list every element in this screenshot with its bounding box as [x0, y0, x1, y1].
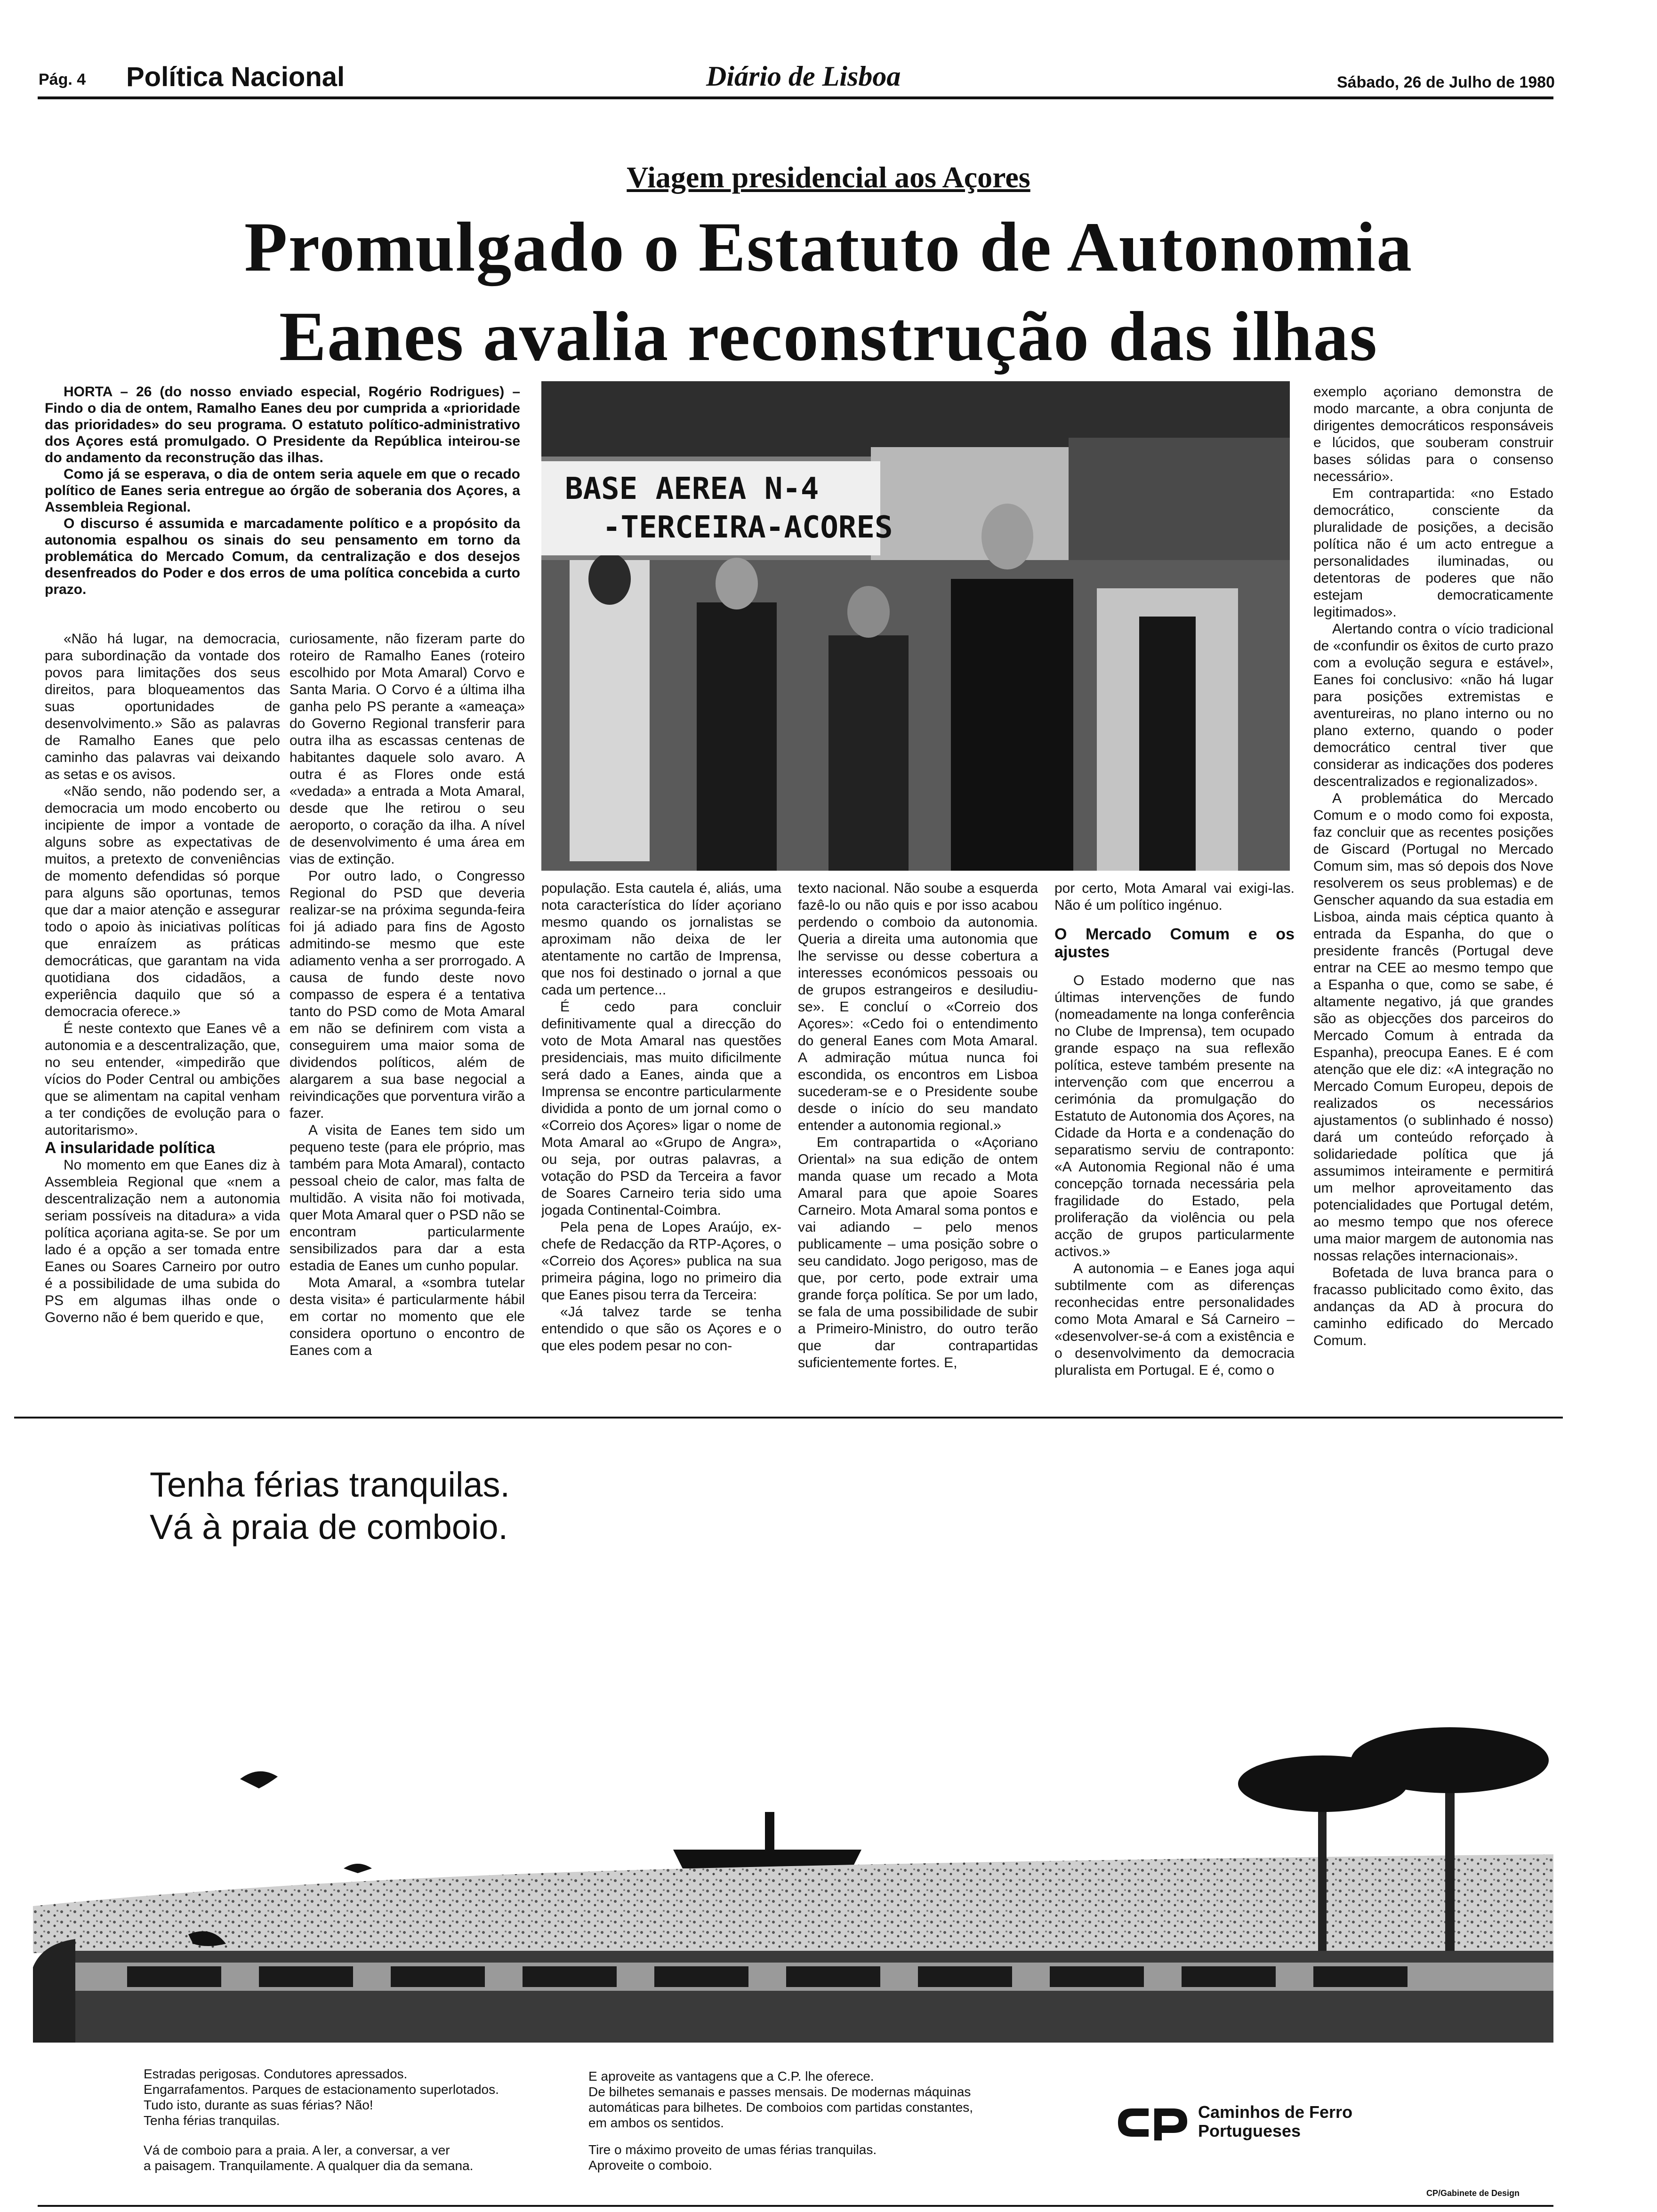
- ad-copy-line: Vá de comboio para a praia. A ler, a conversar, a ver: [144, 2143, 450, 2157]
- body-paragraph: Por outro lado, o Congresso Regional do PSD que deveria realizar-se na próxima segunda-feira foi já adiado para fins de Agosto admitindo-se mesmo que este adiamento venha a ser prorrogado. A causa de fundo deste novo compasso de espera é a tentativa tanto do PSD como de Mota Amaral em não se definirem com vista a conseguirem uma maior soma de dividendos políticos, além de alargarem a sua base negocial a reivindicações que porventura virão a fazer.: [290, 868, 525, 1121]
- ad-copy-line: Engarrafamentos. Parques de estacionamento superlotados.: [144, 2082, 499, 2097]
- ad-copy-line: Tire o máximo proveito de umas férias tranquilas.: [588, 2142, 877, 2157]
- lead-paragraph: O discurso é assumida e marcadamente político e a propósito da autonomia espalhou os sinais do seu pensamento em torno da problemática do Mercado Comum, da centralização e dos desejos desenfreados do Poder e dos erros de uma política concebida a curto prazo.: [45, 516, 520, 597]
- body-paragraph: Alertando contra o vício tradicional de «confundir os êxitos de curto prazo com a evolução segura e estável», Eanes foi conclusivo: «não há lugar para posições extremistas e aventureiras, no plano interno ou no plano externo, quando o poder democrático central tiver que considerar as indicações dos poderes descentralizados e regionalizados».: [1313, 621, 1553, 789]
- ad-copy-line: a paisagem. Tranquilamente. A qualquer dia da semana.: [144, 2158, 474, 2173]
- article-column-6: [1313, 384, 1553, 1384]
- page-number: Pág. 4: [39, 71, 86, 88]
- ad-copy-line: E aproveite as vantagens que a C.P. lhe oferece.: [588, 2069, 874, 2084]
- ad-separator: [14, 1417, 1563, 1419]
- airbase-sign: [541, 461, 893, 555]
- body-paragraph: por certo, Mota Amaral vai exigi-las. Não é um político ingénuo.: [1054, 881, 1295, 913]
- article-column-1: [45, 631, 280, 1384]
- page-bottom-rule: [38, 2205, 1553, 2207]
- logo-line: Caminhos de Ferro: [1198, 2102, 1353, 2122]
- ad-copy-left: [144, 2066, 499, 2173]
- ad-copy-line: automáticas para bilhetes. De comboios com partidas constantes,: [588, 2100, 973, 2115]
- lead-paragraph: Como já se esperava, o dia de ontem seria aquele em que o recado político de Eanes seria entregue ao órgão de soberania dos Açores, a Assembleia Regional.: [45, 466, 520, 515]
- body-paragraph: Em contrapartida o «Açoriano Oriental» na sua edição de ontem manda quase um recado a Mota Amaral para que apoie Soares Carneiro. Mota Amaral soma pontos e vai adiando – pelo menos publicamente – uma posição sobre o seu candidato. Jogo perigoso, mas de que, por certo, pode extrair uma grande força política. Se por um lado, se fala de uma possibilidade de subir a Primeiro-Ministro, do outro terão que dar contrapartidas suficientemente fortes. E,: [798, 1135, 1038, 1370]
- subheading: O Mercado Comum e os ajustes: [1054, 925, 1295, 961]
- body-paragraph: O Estado moderno que nas últimas intervenções de fundo (nomeadamente na longa conferência no Clube de Imprensa), tem ocupado grande espaço na sua reflexão política, esteve também presente na intervenção com que encerrou a cerimónia da promulgação do Estatuto de Autonomia dos Açores, na Cidade da Horta e a condenação do separatismo serviu de contraponto: «A Autonomia Regional não é uma concepção tornada necessária pela fragilidade do Estado, pela proliferação da violência ou pela acção de grupos particularmente activos.»: [1054, 973, 1295, 1259]
- sign-line-1: BASE AEREA N-4: [565, 472, 819, 506]
- ad-copy-line: Tudo isto, durante as suas férias? Não!: [144, 2098, 373, 2112]
- body-paragraph: texto nacional. Não soube a esquerda fazê-lo ou não quis e por isso acabou perdendo o comboio da autonomia. Queria a direita uma autonomia que lhe servisse ou desse cobertura a interesses económicos pessoais ou de grupos estrangeiros e desiludiu-se». E concluí o «Correio dos Açores»: «Cedo foi o entendimento do general Eanes com Mota Amaral. A admiração mútua nunca foi escondida, os encontros em Lisboa sucederam-se e o Presidente soube desde o início do seu mandato entender a autonomia regional.»: [798, 881, 1038, 1133]
- headline-primary: Promulgado o Estatuto de Autonomia: [244, 208, 1413, 286]
- body-paragraph: curiosamente, não fizeram parte do roteiro de Ramalho Eanes (roteiro escolhido por Mota Amaral) Corvo e Santa Maria. O Corvo é a última ilha ganha pelo PS perante a «ameaça» do Governo Regional transferir para outra ilha as escassas centenas de habitantes daquele solo avaro. A outra é as Flores onde está «vedada» a entrada a Mota Amaral, desde que lhe retirou o seu aeroporto, o coração da ilha. A nível de desenvolvimento é uma área em vias de extinção.: [290, 631, 525, 867]
- ad-slogan-line: Tenha férias tranquilas.: [150, 1465, 510, 1504]
- article-column-5: [1054, 880, 1295, 1384]
- ad-copy-line: Tenha férias tranquilas.: [144, 2113, 280, 2128]
- cp-logo-icon: [1116, 2104, 1191, 2141]
- ad-slogan-line: Vá à praia de comboio.: [150, 1507, 508, 1547]
- body-paragraph: É cedo para concluir definitivamente qual a direcção do voto de Mota Amaral nas questões presidenciais, mas muito dificilmente será dado a Eanes, ainda que a Imprensa se encontre particularmente dividida a ponto de um jornal como o «Correio dos Açores» ligar o nome de Mota Amaral ao «Grupo de Angra», ou seja, por outras palavras, a votação do PSD da Terceira a favor de Soares Carneiro teria sido uma jogada Continental-Coimbra.: [541, 999, 781, 1218]
- cp-logo-text: [1198, 2103, 1352, 2140]
- article-kicker: Viagem presidencial aos Açores: [627, 160, 1030, 194]
- masthead-rule: [38, 96, 1553, 99]
- article-column-3: [541, 880, 781, 1384]
- ad-credit: CP/Gabinete de Design: [1426, 2188, 1520, 2198]
- sign-line-2: -TERCEIRA-ACORES: [603, 510, 893, 545]
- body-paragraph: A autonomia – e Eanes joga aqui subtilmente com as diferenças reconhecidas entre personalidades como Mota Amaral e Sá Carneiro – «desenvolver-se-á com a existência e o desenvolvimento da democracia pluralista em Portugal. E é, como o: [1054, 1261, 1295, 1378]
- issue-date: Sábado, 26 de Julho de 1980: [1337, 73, 1555, 91]
- logo-line: Portugueses: [1198, 2121, 1301, 2140]
- lead-paragraph: HORTA – 26 (do nosso enviado especial, Rogério Rodrigues) – Findo o dia de ontem, Ramalho Eanes deu por cumprida a «prioridade das prioridades» do seu programa. O estatuto político-administrativo dos Açores está promulgado. O Presidente da República inteirou-se do andamento da reconstrução das ilhas.: [45, 384, 520, 465]
- article-column-4: [798, 880, 1038, 1384]
- body-paragraph: Em contrapartida: «no Estado democrático, consciente da pluralidade de posições, a decisão política não é um acto entregue a personalidades iluminadas, ou detentoras de poderes que não estejam democraticamente legitimados».: [1313, 486, 1553, 620]
- article-lead: [45, 384, 520, 624]
- body-paragraph: A visita de Eanes tem sido um pequeno teste (para ele próprio, mas também para Mota Amaral), contacto pessoal cheio de calor, mas falta de multidão. A visita não foi motivada, quer Mota Amaral quer o PSD não se encontram particularmente sensibilizados para dar a esta estadia de Eanes um cunho popular.: [290, 1122, 525, 1274]
- body-paragraph: «Não sendo, não podendo ser, a democracia um modo encoberto ou incipiente de impor a vontade de alguns sobre as expectativas de muitos, a pretexto de conveniências de momento defendidas só porque para alguns são oportunas, temos que dar a maior atenção e assegurar todo o apoio às iniciativas políticas que enraízem as práticas democráticas, que garantam na vida quotidiana dos cidadãos, a experiência daquilo que só a democracia oferece.»: [45, 784, 280, 1019]
- article-photo: [541, 381, 1290, 871]
- body-paragraph: Bofetada de luva branca para o fracasso publicitado como êxito, das andanças da AD à procura do caminho edificado do Mercado Comum.: [1313, 1265, 1553, 1348]
- ad-copy-line: em ambos os sentidos.: [588, 2116, 724, 2130]
- body-paragraph: «Não há lugar, na democracia, para subordinação da vontade dos povos para limitações dos seus direitos, para bloqueamentos das suas oportunidades de desenvolvimento.» São as palavras de Ramalho Eanes que pelo caminho das palavras vai deixando as setas e os avisos.: [45, 631, 280, 782]
- headline-secondary: Eanes avalia reconstrução das ilhas: [279, 297, 1378, 376]
- ad-copy-line: Estradas perigosas. Condutores apressados.: [144, 2067, 408, 2081]
- newspaper-name: Diário de Lisboa: [706, 61, 901, 92]
- ad-copy-line: De bilhetes semanais e passes mensais. De modernas máquinas: [588, 2084, 971, 2099]
- article-column-2: [290, 631, 525, 1384]
- body-paragraph: É neste contexto que Eanes vê a autonomia e a descentralização, que, no seu entender, «impedirão que vícios do Poder Central ou ambições que se alimentam na capital venham a ter condições de evolução para o autoritarismo».: [45, 1021, 280, 1138]
- body-paragraph: «Já talvez tarde se tenha entendido o que são os Açores e o que eles podem pesar no con-: [541, 1304, 781, 1354]
- section-title: Política Nacional: [126, 62, 345, 92]
- ad-copy-line: Aproveite o comboio.: [588, 2158, 713, 2172]
- body-paragraph: A problemática do Mercado Comum e o modo como foi exposta, faz concluir que as recentes posições de Giscard (Portugal no Mercado Comum sim, mas só depois dos Nove resolverem os seus problemas) e de Genscher aquando da sua estadia em Lisboa, ainda mais céptica quanto à entrada da Espanha, do que o presidente francês (Portugal deve entrar na CEE ao mesmo tempo que a Espanha o que, como se sabe, é altamente negativo, já que grandes são as objecções dos parceiros do Mercado Comum à entrada da Espanha), preocupa Eanes. E é com atenção que ele diz: «A integração no Mercado Comum Europeu, depois de realizados os necessários ajustamentos (o sublinhado é nosso) dará um conteúdo reforçado à solidariedade política que já assumimos inteiramente e permitirá um melhor aproveitamento das potencialidades que Portugal detém, ao mesmo tempo que nos oferece uma maior margem de autonomia nas nossas relações internacionais».: [1313, 791, 1553, 1264]
- subheading: A insularidade política: [45, 1139, 215, 1157]
- body-paragraph: exemplo açoriano demonstra de modo marcante, a obra conjunta de dirigentes democráticos responsáveis e lúcidos, que souberam construir bases sólidas para o consenso necessário».: [1313, 384, 1553, 484]
- cp-logo-mark: [1116, 2104, 1191, 2141]
- body-paragraph: população. Esta cautela é, aliás, uma nota característica do líder açoriano mesmo quando os jornalistas se aproximam não deixa de ler atentamente no cartão de Imprensa, que nos foi destinado o jornal a que cada um pertence...: [541, 881, 781, 998]
- body-paragraph: No momento em que Eanes diz à Assembleia Regional que «nem a descentralização nem a autonomia seriam possíveis na ditadura» a vida política açoriana agita-se. Se por um lado é a opção a ser tomada entre Eanes ou Soares Carneiro por outro é a possibilidade de uma subida do PS em algumas ilhas onde o Governo não é bem querido e que,: [45, 1157, 280, 1325]
- ad-photo: [33, 1567, 1553, 2043]
- body-paragraph: Pela pena de Lopes Araújo, ex-chefe de Redacção da RTP-Açores, o «Correio dos Açores» publica na sua primeira página, logo no primeiro dia que Eanes pisou terra da Terceira:: [541, 1219, 781, 1303]
- ad-photo-scene: [33, 1567, 1553, 2043]
- ad-slogan: [150, 1464, 510, 1548]
- photo-scene: [541, 381, 1290, 871]
- ad-copy-middle: [588, 2068, 973, 2173]
- body-paragraph: Mota Amaral, a «sombra tutelar desta visita» é particularmente hábil em cortar no momento que ele considera oportuno o encontro de Eanes com a: [290, 1275, 525, 1358]
